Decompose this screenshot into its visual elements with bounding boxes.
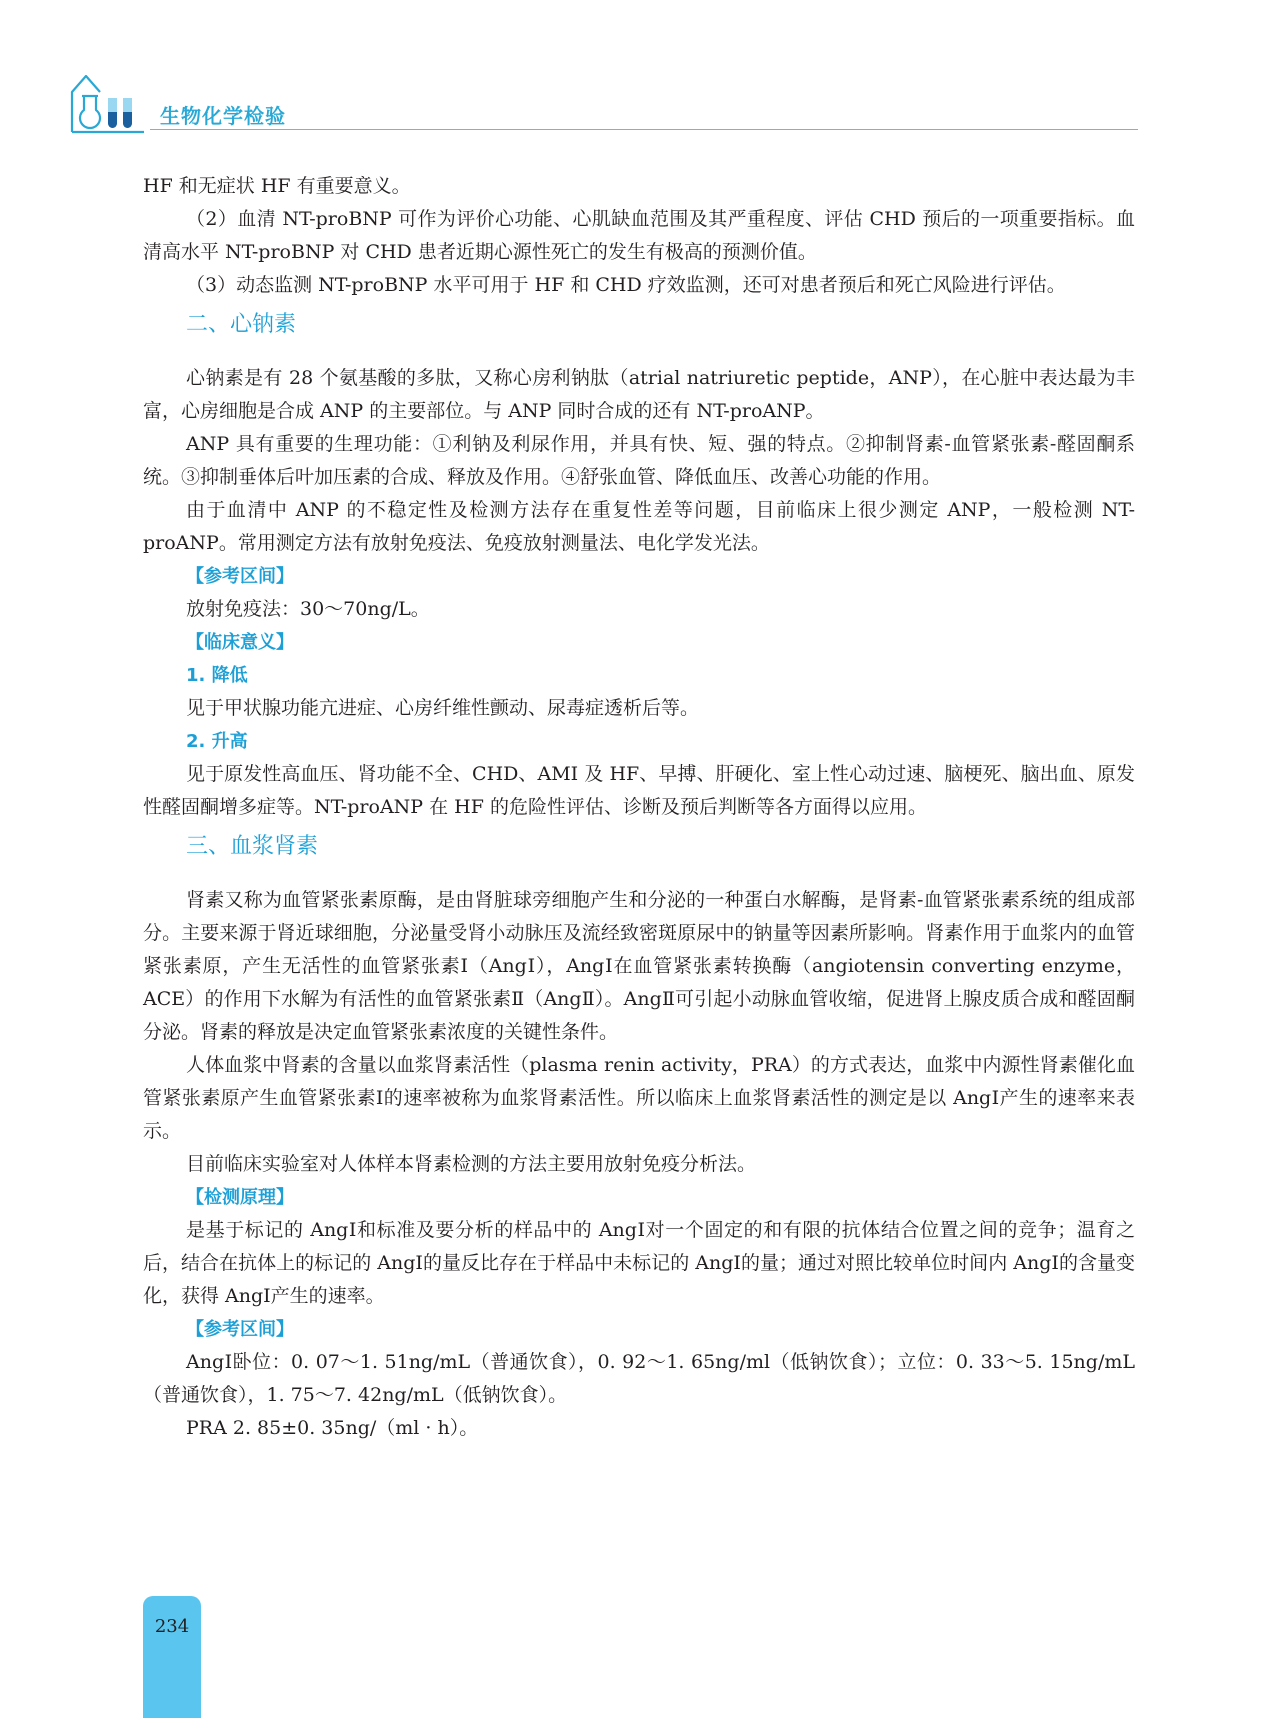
paragraph: 是基于标记的 AngⅠ和标准及要分析的样品中的 AngⅠ对一个固定的和有限的抗体结合位置之间的竞争；温育之后，结合在抗体上的标记的 AngⅠ的量反比存在于样品中未标记的 AngⅠ的量；通过对照比较单位时间内 AngⅠ的含量变化，获得 AngⅠ产生的速率。 (143, 1219, 1135, 1307)
page-body (143, 170, 1135, 1445)
book-title: 生物化学检验 (160, 104, 286, 128)
paragraph: ANP 具有重要的生理功能：①利钠及利尿作用，并具有快、短、强的特点。②抑制肾素-血管紧张素-醛固酮系统。③抑制垂体后叶加压素的合成、释放及作用。④舒张血管、降低血压、改善心功能的作用。 (143, 433, 1135, 488)
section-heading-renin: 三、血浆肾素 (186, 834, 319, 859)
page-number-tab (143, 1596, 201, 1718)
detection-principle-label: 【检测原理】 (186, 1187, 294, 1208)
flask-test-tube-icon (68, 66, 148, 134)
page-header (0, 0, 1275, 140)
paragraph: （2）血清 NT-proBNP 可作为评价心功能、心肌缺血范围及其严重程度、评估 CHD 预后的一项重要指标。血清高水平 NT-proBNP 对 CHD 患者近期心源性死亡的发生有极高的预测价值。 (143, 208, 1135, 263)
header-divider (150, 129, 1138, 130)
paragraph: 人体血浆中肾素的含量以血浆肾素活性（plasma renin activity，PRA）的方式表达，血浆中内源性肾素催化血管紧张素原产生血管紧张素Ⅰ的速率被称为血浆肾素活性。所以临床上血浆肾素活性的测定是以 AngⅠ产生的速率来表示。 (143, 1054, 1135, 1142)
subheading-decrease: 1. 降低 (186, 665, 248, 686)
clinical-significance-label: 【临床意义】 (186, 632, 294, 653)
paragraph: HF 和无症状 HF 有重要意义。 (143, 175, 411, 197)
paragraph: PRA 2. 85±0. 35ng/（ml · h）。 (186, 1417, 479, 1439)
paragraph: 见于原发性高血压、肾功能不全、CHD、AMI 及 HF、早搏、肝硬化、室上性心动过速、脑梗死、脑出血、原发性醛固酮增多症等。NT-proANP 在 HF 的危险性评估、诊断及预后判断等各方面得以应用。 (143, 763, 1135, 818)
paragraph: 心钠素是有 28 个氨基酸的多肽，又称心房利钠肽（atrial natriuretic peptide，ANP），在心脏中表达最为丰富，心房细胞是合成 ANP 的主要部位。与 ANP 同时合成的还有 NT-proANP。 (143, 367, 1135, 422)
reference-range-label: 【参考区间】 (186, 1319, 294, 1340)
paragraph: 见于甲状腺功能亢进症、心房纤维性颤动、尿毒症透析后等。 (186, 697, 700, 719)
page-number: 234 (154, 1616, 190, 1637)
paragraph: 肾素又称为血管紧张素原酶，是由肾脏球旁细胞产生和分泌的一种蛋白水解酶，是肾素-血管紧张素系统的组成部分。主要来源于肾近球细胞，分泌量受肾小动脉压及流经致密斑原尿中的钠量等因素所影响。肾素作用于血浆内的血管紧张素原，产生无活性的血管紧张素Ⅰ（AngⅠ），AngⅠ在血管紧张素转换酶（angiotensin converting enzyme，ACE）的作用下水解为有活性的血管紧张素Ⅱ（AngⅡ）。AngⅡ可引起小动脉血管收缩，促进肾上腺皮质合成和醛固酮分泌。肾素的释放是决定血管紧张素浓度的关键性条件。 (143, 889, 1135, 1043)
subheading-increase: 2. 升高 (186, 731, 248, 752)
reference-range-label: 【参考区间】 (186, 566, 294, 587)
paragraph: 目前临床实验室对人体样本肾素检测的方法主要用放射免疫分析法。 (186, 1153, 757, 1175)
paragraph: AngⅠ卧位：0. 07～1. 51ng/mL（普通饮食），0. 92～1. 65ng/ml（低钠饮食）；立位：0. 33～5. 15ng/mL（普通饮食），1. 75～7. 42ng/mL（低钠饮食）。 (143, 1351, 1135, 1406)
paragraph: 由于血清中 ANP 的不稳定性及检测方法存在重复性差等问题，目前临床上很少测定 ANP，一般检测 NT-proANP。常用测定方法有放射免疫法、免疫放射测量法、电化学发光法。 (143, 499, 1135, 554)
paragraph: 放射免疫法：30～70ng/L。 (186, 598, 430, 620)
paragraph: （3）动态监测 NT-proBNP 水平可用于 HF 和 CHD 疗效监测，还可对患者预后和死亡风险进行评估。 (186, 274, 1066, 296)
section-heading-anp: 二、心钠素 (186, 312, 297, 337)
